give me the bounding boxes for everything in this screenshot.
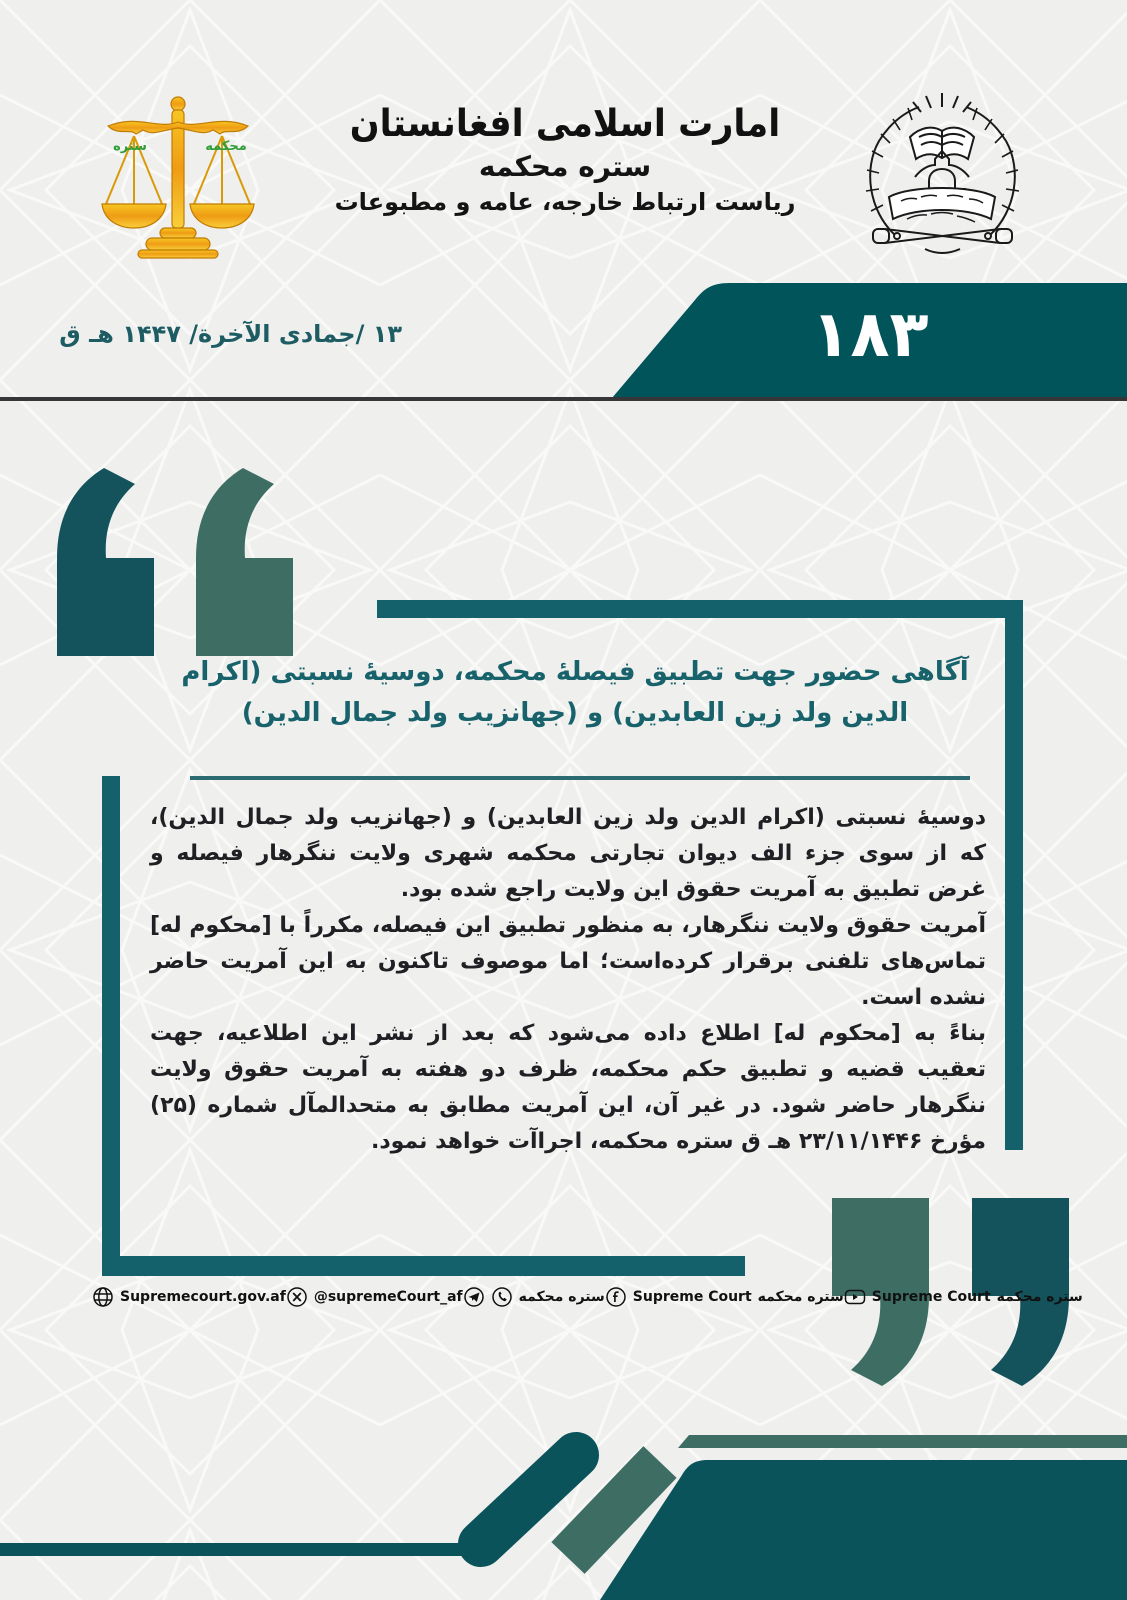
facebook-icon [605, 1286, 627, 1308]
frame-bar-left [102, 776, 120, 1276]
globe-icon [92, 1286, 114, 1308]
youtube-icon [844, 1286, 866, 1308]
issue-date: ۱۳ /جمادی الآخرة/ ۱۴۴۷ هـ ق [59, 320, 402, 348]
court-name: ستره محکمه [478, 150, 652, 183]
issue-number: ۱۸۳ [811, 298, 929, 372]
link-youtube[interactable] [844, 1286, 1083, 1308]
islamic-emirate-emblem [855, 85, 1030, 263]
bottom-ribbon-decoration [0, 1420, 1127, 1600]
scales-logo-text-right: محکمه [205, 139, 247, 154]
notice-body [150, 800, 986, 1160]
opening-quote-mark [57, 468, 357, 663]
facebook-label-fa: ستره محکمه [757, 1289, 844, 1305]
x-icon [286, 1286, 308, 1308]
frame-bar-bottom [102, 1256, 745, 1276]
emirate-calligraphy-title: امارت اسلامی افغانستان [349, 102, 781, 146]
telegram-icon [463, 1286, 485, 1308]
department-name: ریاست ارتباط خارجه، عامه و مطبوعات [334, 188, 796, 216]
header-titles [300, 104, 830, 216]
link-telegram-whatsapp[interactable] [463, 1286, 605, 1308]
website-label: Supremecourt.gov.af [120, 1289, 286, 1305]
link-website[interactable] [92, 1286, 286, 1308]
title-divider-line [190, 776, 970, 780]
scales-of-justice-logo [88, 92, 268, 260]
youtube-label-fa: ستره محکمه [996, 1289, 1083, 1305]
link-facebook[interactable] [605, 1286, 844, 1308]
telegram-whatsapp-label: ستره محکمه [518, 1289, 605, 1305]
facebook-label-en: Supreme Court [632, 1289, 752, 1305]
banner-divider-line [0, 397, 1127, 401]
x-handle-label: @supremeCourt_af [313, 1289, 463, 1305]
notice-title: آگاهی حضور جهت تطبیق فیصلۀ محکمه، دوسیۀ نسبتی (اکرام الدین ولد زین العابدین) و (جهانزیب ولد جمال الدین) [181, 657, 969, 728]
notice-paragraph: بناءً به [محکوم له] اطلاع داده می‌شود که بعد از نشر این اطلاعیه، جهت تعقیب قضیه و تطبیق حکم محکمه، ظرف دو هفته به آمریت حقوق ولایت ننگرهار حاضر شود. در غیر آن، این آمریت مطابق به متحدالمآل شماره (۲۵) مؤرخ ۲۳/۱۱/۱۴۴۶ هـ ق ستره محکمه، اجراآت خواهد نمود. [150, 1021, 986, 1154]
notice-paragraph: آمریت حقوق ولایت ننگرهار، به منظور تطبیق این فیصله، مکرراً با [محکوم له] تماس‌های تلفنی برقرار کرده‌است؛ اما موصوف تاکنون به این آمریت حاضر نشده است. [150, 913, 986, 1010]
youtube-label-en: Supreme Court [871, 1289, 991, 1305]
frame-bar-right [1005, 600, 1023, 1150]
whatsapp-icon [491, 1286, 513, 1308]
scales-logo-text-left: ستره [113, 139, 147, 154]
link-x[interactable] [286, 1286, 463, 1308]
frame-bar-top [377, 600, 1023, 618]
social-links-row [92, 1286, 1083, 1308]
notice-paragraph: دوسیۀ نسبتی (اکرام الدین ولد زین العابدین) و (جهانزیب ولد جمال الدین)، که از سوی جزء الف دیوان تجارتی محکمه شهری ولایت ننگرهار فیصله و غرض تطبیق به آمریت حقوق این ولایت راجع شده بود. [150, 805, 986, 902]
